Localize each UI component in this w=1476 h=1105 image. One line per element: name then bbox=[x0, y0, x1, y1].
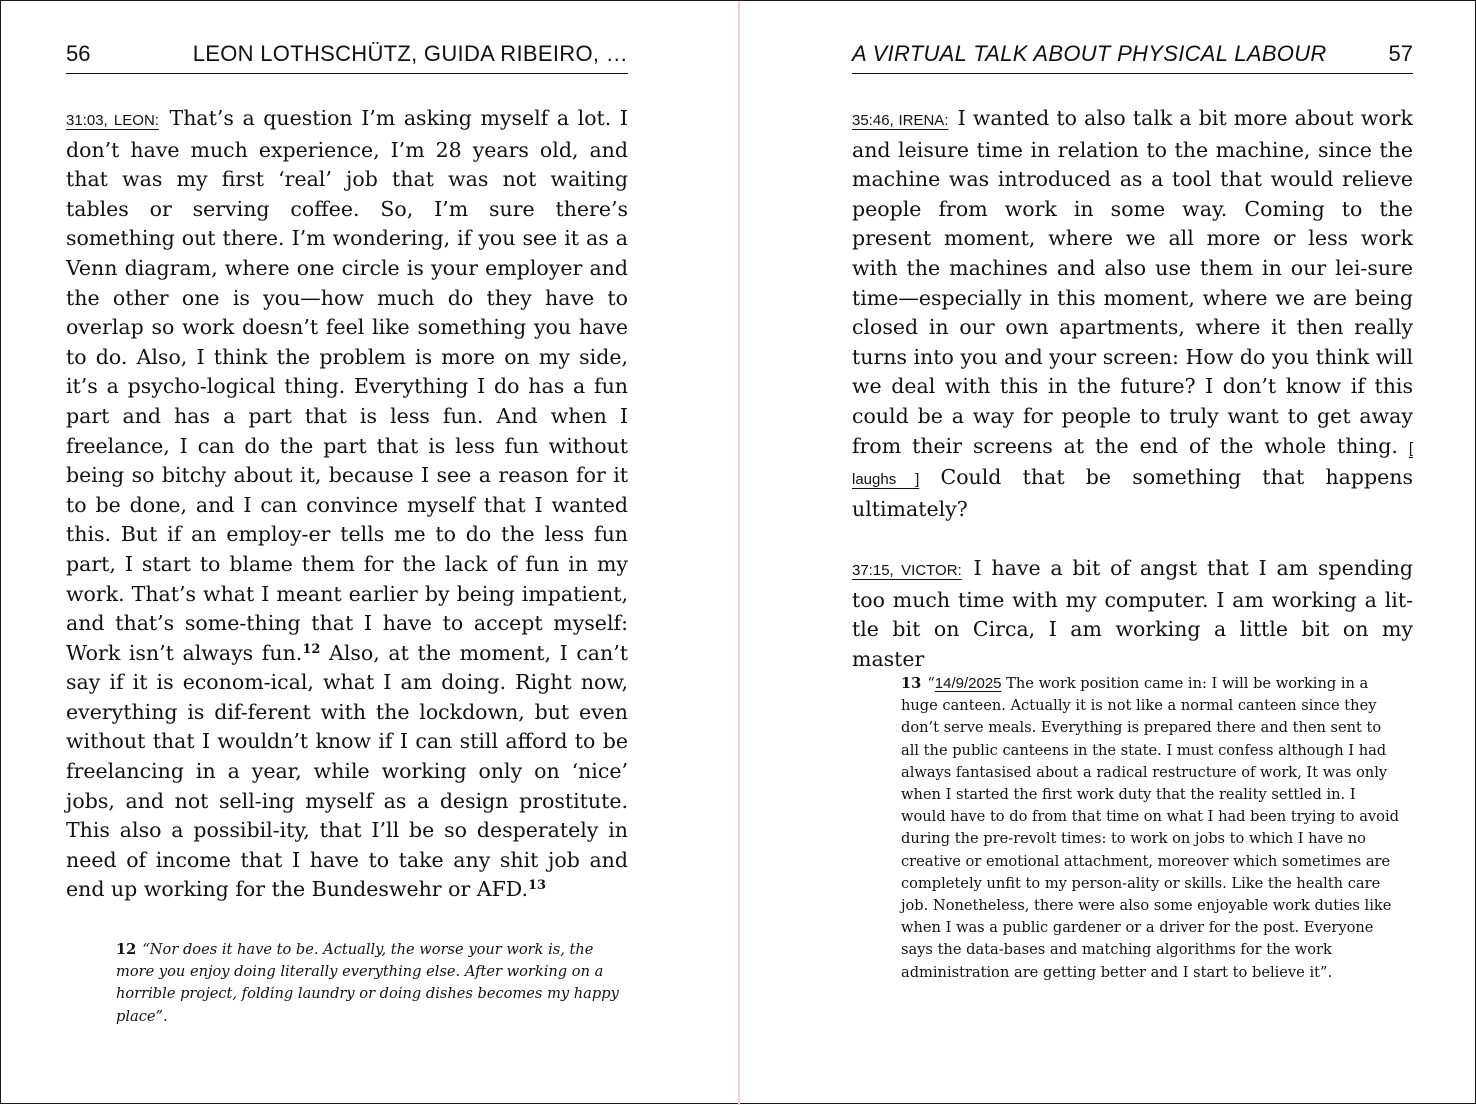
transcript-entry-victor bbox=[852, 554, 1413, 674]
footnote-ref-12[interactable]: 12 bbox=[302, 641, 321, 657]
right-page-number: 57 bbox=[1388, 41, 1413, 66]
footnote-text: The work position came in: I will be working in a huge canteen. Actually it is not like a normal canteen since they don’t serve meals. Everything is prepared there and then sent to all the public canteens in the state. I must confess although I had always fantasised about a radical restructure of work, It was only when I started the first work duty that the reality settled in. I would have to do from that time on what I had been trying to avoid during the pre-revolt times: to work on jobs to which I have no creative or emotional attachment, moreover which sometimes are completely unfit to my person-ality or skills. Like the health care job. Nonetheless, there were also some enjoyable work duties like when I was a public gardener or a driver for the post. Everyone says the data-bases and matching algorithms for the work administration are getting better and I start to believe it”. bbox=[901, 675, 1399, 981]
entry-text-part2: Also, at the moment, I can’t say if it is econom-ical, what I am doing. Right now, everything is dif-ferent with the lockdown, but even without that I wouldn’t know if I can still afford to be freelancing in a year, while working only on ‘nice’ jobs, and not sell-ing myself as a design prostitute. This also a possibil-ity, that I’ll be so desperately in need of income that I have to take any shit job and end up working for the Bundeswehr or AFD. bbox=[66, 640, 628, 902]
entry-text-part1: That’s a question I’m asking myself a lot. I don’t have much experience, I’m 28 years old, and that was my first ‘real’ job that was not waiting tables or serving coffee. So, I’m sure there’s something out there. I’m wondering, if you see it as a Venn diagram, where one circle is your employer and the other one is you—how much do they have to overlap so work doesn’t feel like something you have to do. Also, I think the problem is more on my side, it’s a psycho-logical thing. Everything I do has a fun part and has a part that is less fun. And when I freelance, I can do the part that is less fun without being so bitchy about it, because I see a reason for it to be done, and I can convince myself that I wanted this. But if an employ-er tells me to do the less fun part, I start to blame them for the lack of fun in my work. That’s what I meant earlier by being impatient, and that’s some-thing that I have to accept myself: Work isn’t always fun. bbox=[66, 106, 628, 665]
speaker-timestamp-victor: 37:15, VICTOR: bbox=[852, 561, 962, 579]
footnote-number: 13 bbox=[901, 675, 922, 692]
speaker-timestamp-irena: 35:46, IRENA: bbox=[852, 112, 949, 129]
footnote-12 bbox=[116, 939, 626, 1028]
footnote-date: 14/9/2025 bbox=[934, 675, 1002, 692]
right-running-head: A VIRTUAL TALK ABOUT PHYSICAL LABOUR bbox=[852, 41, 1327, 66]
left-running-head: LEON LOTHSCHÜTZ, GUIDA RIBEIRO, … bbox=[192, 41, 628, 66]
right-body-text bbox=[852, 104, 1413, 674]
entry-text-part2: Could that be something that happens ultimately? bbox=[852, 465, 1413, 521]
left-page bbox=[66, 1, 628, 1105]
speaker-timestamp-leon: 31:03, LEON: bbox=[66, 112, 159, 129]
stage-note-laughs: [ laughs ] bbox=[852, 439, 1413, 489]
book-gutter bbox=[738, 1, 740, 1105]
entry-text: I have a bit of angst that I am spending too much time with my computer. I am working a lit-tle bit on Circa, I am working a little bit on my master bbox=[852, 555, 1414, 671]
right-page bbox=[852, 1, 1413, 1105]
footnote-number: 12 bbox=[116, 941, 137, 958]
transcript-entry-leon bbox=[66, 104, 628, 905]
entry-text-part1: I wanted to also talk a bit more about work and leisure time in relation to the machine, since the machine was introduced as a tool that would relieve people from work in some way. Coming to the present moment, where we all more or less work with the machines and also use them in our lei-sure time—especially in this moment, where we are being closed in our own apartments, where it then really turns into you and your screen: How do you think will we deal with this in the future? I don’t know if this could be a way for people to truly want to get away from their screens at the end of the whole thing. bbox=[852, 106, 1413, 458]
transcript-entry-irena bbox=[852, 104, 1413, 524]
left-body-text bbox=[66, 104, 628, 905]
right-page-header bbox=[852, 39, 1413, 74]
left-page-number: 56 bbox=[66, 41, 91, 66]
left-page-header bbox=[66, 39, 628, 74]
footnote-open-quote: “ bbox=[927, 675, 935, 692]
footnote-13 bbox=[901, 673, 1401, 984]
footnote-ref-13[interactable]: 13 bbox=[528, 878, 547, 894]
footnote-text: “Nor does it have to be. Actually, the worse your work is, the more you enjoy doing literally everything else. After working on a horrible project, folding laundry or doing dishes becomes my happy place”. bbox=[116, 941, 619, 1025]
